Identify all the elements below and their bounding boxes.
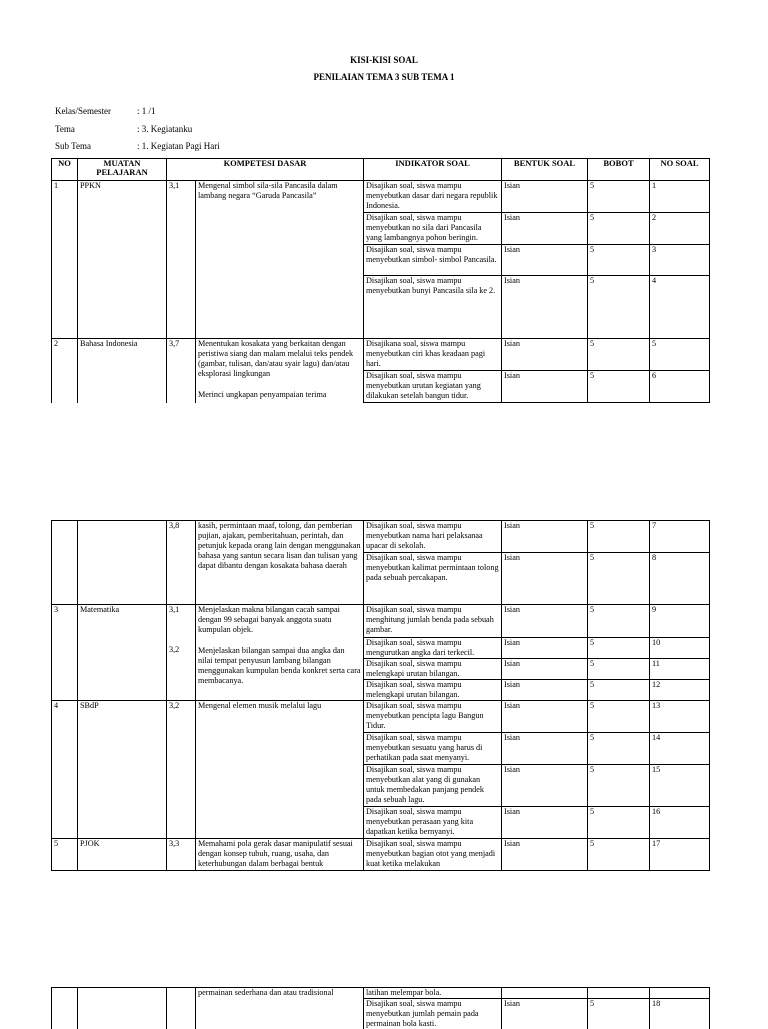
row-indikator: Disajikan soal, siswa mampu menyebutkan dasar dari negara republik Indonesia.	[364, 181, 502, 213]
table-row	[52, 181, 710, 213]
table-row	[52, 701, 710, 733]
meta-value-tema: : 3. Kegiatanku	[137, 124, 192, 135]
row-mapel: Bahasa Indonesia	[78, 339, 167, 403]
row-nosoal: 14	[650, 733, 710, 765]
row-no: 5	[52, 839, 78, 871]
row-no: 1	[52, 181, 78, 339]
document-title: KISI-KISI SOAL	[0, 55, 768, 66]
header-no: NO	[52, 159, 78, 181]
row-indikator: Disajikan soal, siswa mampu menyebutkan kalimat permintaan tolong pada sebuah percakapan.	[364, 553, 502, 605]
row-indikator: latihan melempar bola.	[364, 988, 502, 999]
row-bobot: 5	[588, 659, 650, 680]
row-bentuk: Isian	[502, 605, 588, 638]
row-indikator: Disajikan soal, siswa mampu menyebutkan perasaan yang kita dapatkan ketika bernyanyi.	[364, 807, 502, 839]
row-indikator: Disajikan soal, siswa mampu mengurutkan angka dari terkecil.	[364, 638, 502, 659]
kd-text: Mengenal elemen musik melalui lagu	[196, 701, 364, 839]
kd-text	[196, 605, 364, 701]
row-indikator: Disajikan soal, siswa mampu melengkapi urutan bilangan.	[364, 680, 502, 701]
table-row	[52, 988, 710, 999]
kd-text-next: Merinci ungkapan penyampaian terima	[198, 390, 361, 400]
row-no: 3	[52, 605, 78, 701]
row-indikator: Disajikan soal, siswa mampu menyebutkan sesuatu yang harus di perhatikan pada saat menyanyi.	[364, 733, 502, 765]
row-bobot: 5	[588, 999, 650, 1029]
row-bentuk: Isian	[502, 181, 588, 213]
kd-code-2: 3,2	[169, 645, 193, 655]
row-bobot: 5	[588, 807, 650, 839]
row-nosoal: 2	[650, 213, 710, 245]
row-indikator: Disajikan soal, siswa mampu menyebutkan simbol- simbol Pancasila.	[364, 245, 502, 276]
row-mapel	[78, 521, 167, 605]
row-nosoal: 5	[650, 339, 710, 371]
row-indikator: Disajikan soal, siswa mampu menghitung jumlah benda pada sebuah gambar.	[364, 605, 502, 638]
row-indikator: Disajikan soal, siswa mampu menyebutkan no sila dari Pancasila yang lambangnya pohon beringin.	[364, 213, 502, 245]
row-indikator: Disajikan soal, siswa mampu menyebutkan bagian otot yang menjadi kuat ketika melakukan	[364, 839, 502, 871]
header-bentuk: BENTUK SOAL	[502, 159, 588, 181]
row-nosoal: 13	[650, 701, 710, 733]
kd-code	[167, 988, 196, 1029]
row-bobot: 5	[588, 276, 650, 339]
row-mapel	[78, 988, 167, 1029]
row-bentuk: Isian	[502, 680, 588, 701]
kd-code: 3,2	[167, 701, 196, 839]
row-bobot	[588, 988, 650, 999]
row-nosoal: 6	[650, 371, 710, 403]
meta-label-subtema: Sub Tema	[55, 141, 91, 152]
row-bobot: 5	[588, 605, 650, 638]
row-bentuk: Isian	[502, 638, 588, 659]
meta-value-subtema: : 1. Kegiatan Pagi Hari	[137, 141, 220, 152]
kd-code: 3,7	[167, 339, 196, 403]
row-mapel: SBdP	[78, 701, 167, 839]
kisi-table-part-1	[51, 158, 710, 403]
row-nosoal: 8	[650, 553, 710, 605]
row-nosoal: 7	[650, 521, 710, 553]
row-nosoal: 11	[650, 659, 710, 680]
row-nosoal: 3	[650, 245, 710, 276]
kd-code: 3,8	[167, 521, 196, 605]
row-bobot: 5	[588, 733, 650, 765]
row-bentuk: Isian	[502, 733, 588, 765]
kd-text: Mengenal simbol sila-sila Pancasila dalam lambang negara “Garuda Pancasila”	[196, 181, 364, 339]
document-subtitle: PENILAIAN TEMA 3 SUB TEMA 1	[0, 72, 768, 83]
meta-label-kelas: Kelas/Semester	[55, 106, 111, 117]
kd-text: permainan sederhana dan atau tradisional	[196, 988, 364, 1029]
row-nosoal: 15	[650, 765, 710, 807]
kd-code: 3,3	[167, 839, 196, 871]
row-nosoal: 16	[650, 807, 710, 839]
row-nosoal	[650, 988, 710, 999]
table-row	[52, 521, 710, 553]
kd-text-1: Menjelaskan makna bilangan cacah sampai dengan 99 sebagai banyak anggota suatu kumpulan objek.	[198, 605, 361, 635]
row-nosoal: 1	[650, 181, 710, 213]
row-mapel: PPKN	[78, 181, 167, 339]
row-bentuk: Isian	[502, 701, 588, 733]
row-bobot: 5	[588, 638, 650, 659]
kd-text-2: Menjelaskan bilangan sampai dua angka dan nilai tempat penyusun lambang bilangan menggunakan kumpulan benda konkret serta cara membacanya.	[198, 646, 361, 686]
row-bentuk	[502, 988, 588, 999]
kisi-table-part-3	[51, 987, 710, 1029]
table-row	[52, 605, 710, 638]
row-indikator: Disajikan soal, siswa mampu melengkapi urutan bilangan.	[364, 659, 502, 680]
row-bentuk: Isian	[502, 213, 588, 245]
header-bobot: BOBOT	[588, 159, 650, 181]
row-bobot: 5	[588, 213, 650, 245]
row-bobot: 5	[588, 181, 650, 213]
row-bobot: 5	[588, 245, 650, 276]
kd-code	[167, 605, 196, 701]
header-nosoal: NO SOAL	[650, 159, 710, 181]
row-bentuk: Isian	[502, 839, 588, 871]
row-mapel: PJOK	[78, 839, 167, 871]
header-muatan: MUATAN PELAJARAN	[78, 159, 167, 181]
row-mapel: Matematika	[78, 605, 167, 701]
row-no	[52, 521, 78, 605]
row-bobot: 5	[588, 839, 650, 871]
table-header-row	[52, 159, 710, 181]
row-bentuk: Isian	[502, 553, 588, 605]
meta-value-kelas: : 1 /1	[137, 106, 156, 117]
row-nosoal: 12	[650, 680, 710, 701]
row-bentuk: Isian	[502, 521, 588, 553]
row-bentuk: Isian	[502, 371, 588, 403]
kd-text: Memahami pola gerak dasar manipulatif sesuai dengan konsep tubuh, ruang, usaha, dan keterhubungan dalam berbagai bentuk	[196, 839, 364, 871]
row-bentuk: Isian	[502, 999, 588, 1029]
row-indikator: Disajikan soal, siswa mampu menyebutkan bunyi Pancasila sila ke 2.	[364, 276, 502, 339]
kd-text-main: Menentukan kosakata yang berkaitan dengan peristiwa siang dan malam melalui teks pendek (gambar, tulisan, dan/atau syair lagu) dan/atau eksplorasi lingkungan	[198, 339, 361, 379]
row-bentuk: Isian	[502, 245, 588, 276]
row-bobot: 5	[588, 553, 650, 605]
row-indikator: Disajikana soal, siswa mampu menyebutkan ciri khas keadaan pagi hari.	[364, 339, 502, 371]
row-indikator: Disajikan soal, siswa mampu menyebutkan alat yang di gunakan untuk membedakan panjang pendek pada sebuah lagu.	[364, 765, 502, 807]
meta-label-tema: Tema	[55, 124, 75, 135]
row-bobot: 5	[588, 701, 650, 733]
table-row	[52, 339, 710, 371]
row-bobot: 5	[588, 680, 650, 701]
row-bobot: 5	[588, 521, 650, 553]
row-no: 2	[52, 339, 78, 403]
row-no	[52, 988, 78, 1029]
header-kompetensi: KOMPETESI DASAR	[167, 159, 364, 181]
row-bentuk: Isian	[502, 659, 588, 680]
row-bentuk: Isian	[502, 276, 588, 339]
row-nosoal: 18	[650, 999, 710, 1029]
kisi-table-part-2	[51, 520, 710, 871]
row-bobot: 5	[588, 371, 650, 403]
row-nosoal: 17	[650, 839, 710, 871]
row-bentuk: Isian	[502, 339, 588, 371]
row-bentuk: Isian	[502, 807, 588, 839]
row-indikator: Disajikan soal, siswa mampu menyebutkan urutan kegiatan yang dilakukan setelah bangun tidur.	[364, 371, 502, 403]
header-indikator: INDIKATOR SOAL	[364, 159, 502, 181]
row-indikator: Disajikan soal, siswa mampu menyebutkan jumlah pemain pada permainan bola kasti.	[364, 999, 502, 1029]
row-nosoal: 9	[650, 605, 710, 638]
row-indikator: Disajikan soal, siswa mampu menyebutkan nama hari pelaksanaa upacar di sekolah.	[364, 521, 502, 553]
row-bobot: 5	[588, 339, 650, 371]
row-no: 4	[52, 701, 78, 839]
row-bentuk: Isian	[502, 765, 588, 807]
table-row	[52, 839, 710, 871]
row-indikator: Disajikan soal, siswa mampu menyebutkan pencipta lagu Bangun Tidur.	[364, 701, 502, 733]
kd-text: kasih, permintaan maaf, tolong, dan pemberian pujian, ajakan, pemberitahuan, perintah, dan petunjuk kepada orang lain dengan menggunakan bahasa yang santun secara lisan dan tulisan yang dapat dibantu dengan kosakata bahasa daerah	[196, 521, 364, 605]
row-bobot: 5	[588, 765, 650, 807]
kd-code: 3,1	[167, 181, 196, 339]
row-nosoal: 10	[650, 638, 710, 659]
kd-text	[196, 339, 364, 403]
row-nosoal: 4	[650, 276, 710, 339]
kd-code-1: 3,1	[169, 605, 193, 615]
